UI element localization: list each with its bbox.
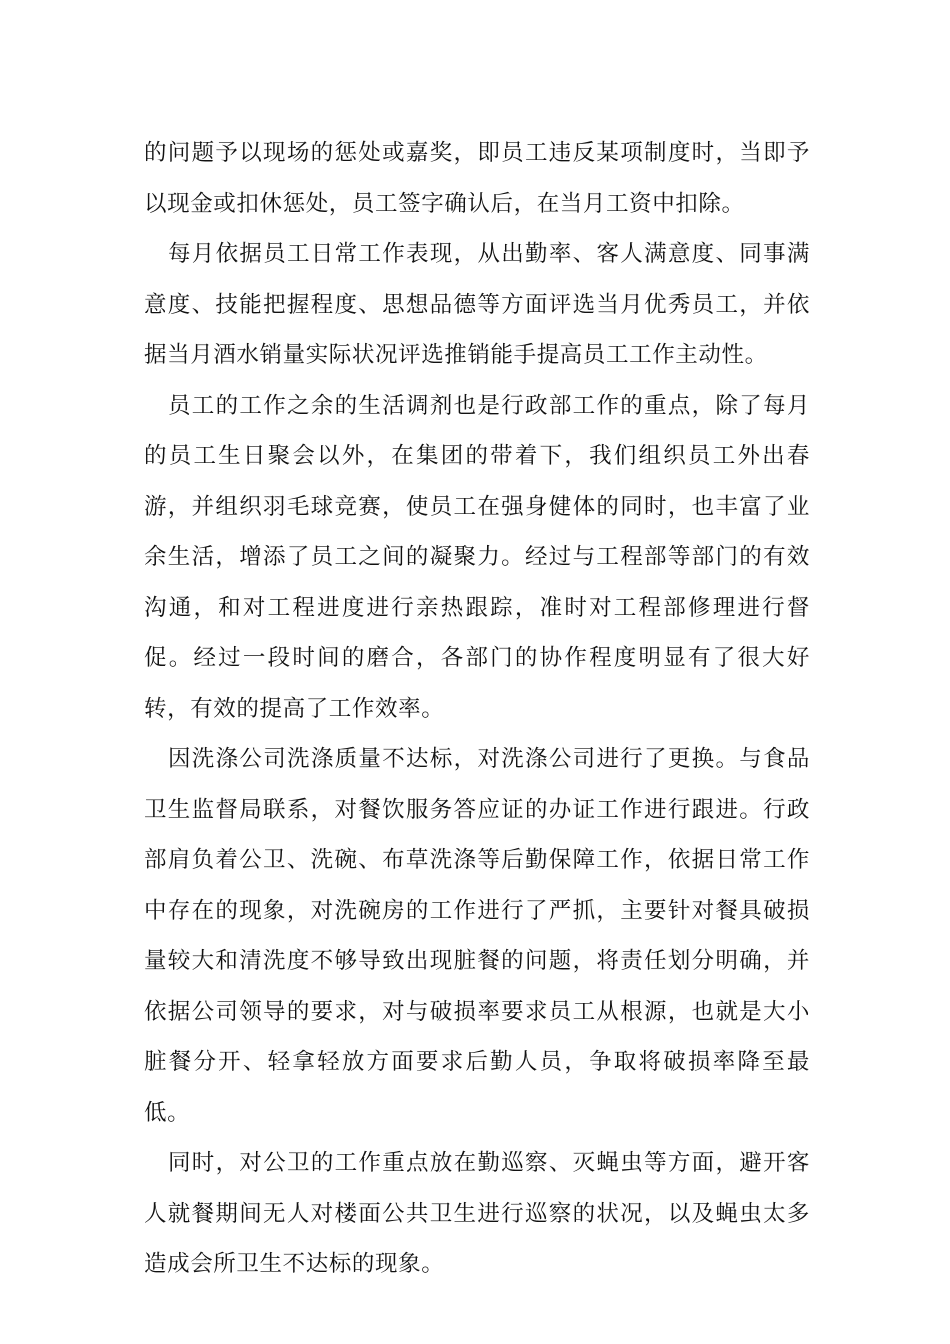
paragraph-4: 因洗涤公司洗涤质量不达标，对洗涤公司进行了更换。与食品卫生监督局联系，对餐饮服务答应证的办证工作进行跟进。行政部肩负着公卫、洗碗、布草洗涤等后勤保障工作，依据日常工作中存在的现象，对洗碗房的工作进行了严抓，主要针对餐具破损量较大和清洗度不够导致出现脏餐的问题，将责任划分明确，并依据公司领导的要求，对与破损率要求员工从根源，也就是大小脏餐分开、轻拿轻放方面要求后勤人员，争取将破损率降至最低。: [144, 746, 810, 1126]
paragraph-1: 的问题予以现场的惩处或嘉奖，即员工违反某项制度时，当即予以现金或扣休惩处，员工签字确认后，在当月工资中扣除。: [144, 140, 810, 217]
paragraph-2: 每月依据员工日常工作表现，从出勤率、客人满意度、同事满意度、技能把握程度、思想品德等方面评选当月优秀员工，并依据当月酒水销量实际状况评选推销能手提高员工工作主动性。: [144, 241, 810, 368]
document-body: [144, 128, 810, 1290]
paragraph-3: 员工的工作之余的生活调剂也是行政部工作的重点，除了每月的员工生日聚会以外，在集团的带着下，我们组织员工外出春游，并组织羽毛球竞赛，使员工在强身健体的同时，也丰富了业余生活，增添了员工之间的凝聚力。经过与工程部等部门的有效沟通，和对工程进度进行亲热跟踪，准时对工程部修理进行督促。经过一段时间的磨合，各部门的协作程度明显有了很大好转，有效的提高了工作效率。: [144, 392, 810, 722]
paragraph-5: 同时，对公卫的工作重点放在勤巡察、灭蝇虫等方面，避开客人就餐期间无人对楼面公共卫生进行巡察的状况，以及蝇虫太多造成会所卫生不达标的现象。: [144, 1150, 810, 1277]
